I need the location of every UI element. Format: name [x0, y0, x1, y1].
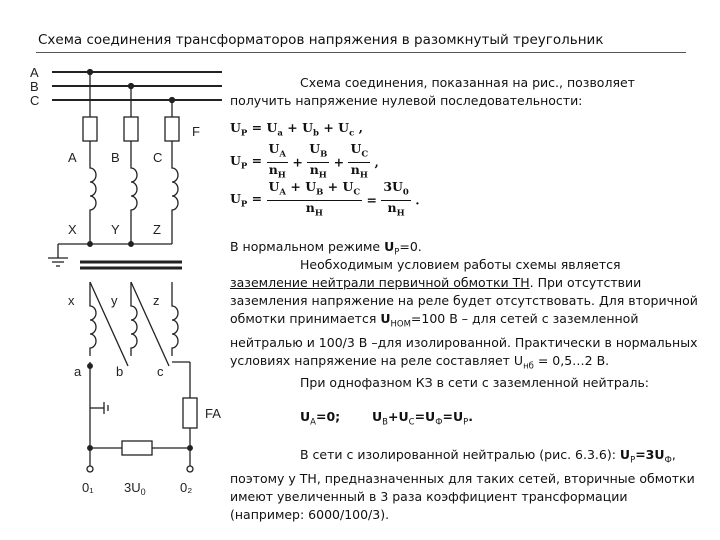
bus-label-b: B: [30, 79, 39, 94]
secondary-label-c: c: [157, 364, 164, 379]
primary-label-c: C: [153, 150, 163, 165]
equation-ub: $U_B+U_C=U_Ф=U_P$.: [372, 409, 474, 428]
single-phase-line: При однофазном КЗ в сети с заземленной нейтраль:: [300, 375, 650, 390]
resistor: [122, 441, 152, 455]
relay-label: FA: [205, 406, 221, 421]
bus-label-a: A: [30, 65, 39, 80]
intro-paragraph: Схема соединения, показанная на рис., позволяет получить напряжение нулевой последовательности:: [230, 75, 635, 108]
condition-paragraph: Необходимым условием работы схемы является заземление нейтрали первичной обмотки ТН. При отсутствии заземления напряжение на реле будет отсутствовать. Для вторичной обмотки принимается $U_{НОМ}=100$ В – для сетей с заземленной нейтралью и 100/3 В –для изолированной. Практически в нормальных условиях напряжение на реле составляет $U_{нб}$ = 0,5…2 В.: [230, 257, 698, 371]
transformer-schematic: [0, 60, 230, 500]
secondary-coil-c: [172, 300, 178, 356]
secondary-label-b: b: [116, 364, 124, 379]
secondary-label-y: y: [111, 293, 118, 308]
bus-label-c: C: [30, 93, 40, 108]
fuse-b: [124, 117, 138, 141]
secondary-label-a: a: [74, 364, 82, 379]
primary-label-x: X: [68, 222, 77, 237]
terminal-left-label: 0₁: [82, 480, 94, 495]
primary-coil-c: [172, 158, 178, 224]
fuse-label: F: [192, 124, 200, 139]
secondary-coil-b: [131, 300, 137, 356]
secondary-label-z: z: [153, 293, 160, 308]
formula-3: $U_P$ = $\frac{U_A + U_B + U_C}{n_H}$ = $\frac{3U_0}{n_H}$ .: [230, 179, 420, 218]
page-title: Схема соединения трансформаторов напряжения в разомкнутый треугольник: [38, 32, 604, 48]
formula-1: $U_P = U_a + U_b + U_c$ ,: [230, 120, 363, 139]
primary-coil-a: [90, 158, 96, 224]
terminal-right: [187, 466, 193, 472]
primary-label-a: A: [68, 150, 77, 165]
title-divider: [36, 52, 686, 53]
terminal-right-label: 0₂: [180, 480, 193, 495]
formula-2: $U_P$ = $\frac{U_A}{n_H}$ + $\frac{U_B}{n_H}$ + $\frac{U_C}{n_H}$ ,: [230, 141, 379, 180]
equation-ua: $U_A=0$;: [300, 409, 341, 428]
isolated-paragraph: В сети с изолированной нейтралью (рис. 6.3.6): $U_P=3U_Ф$, поэтому у ТН, предназначенных для таких сетей, вторичные обмотки имеют увеличенный в 3 раза коэффициент трансформации (например: 6000/100/3).: [230, 447, 695, 522]
secondary-coil-a: [90, 300, 96, 356]
primary-coil-b: [131, 158, 137, 224]
primary-label-b: B: [111, 150, 120, 165]
relay-fa: [183, 398, 197, 428]
primary-label-z: Z: [153, 222, 161, 237]
fuse-a: [83, 117, 97, 141]
fuse-c: [165, 117, 179, 141]
secondary-label-x: x: [68, 293, 75, 308]
terminal-mid-label: $3U_0$: [124, 480, 146, 497]
normal-mode-line: В нормальном режиме $U_P=0$.: [230, 239, 422, 258]
terminal-left: [87, 466, 93, 472]
primary-label-y: Y: [111, 222, 120, 237]
